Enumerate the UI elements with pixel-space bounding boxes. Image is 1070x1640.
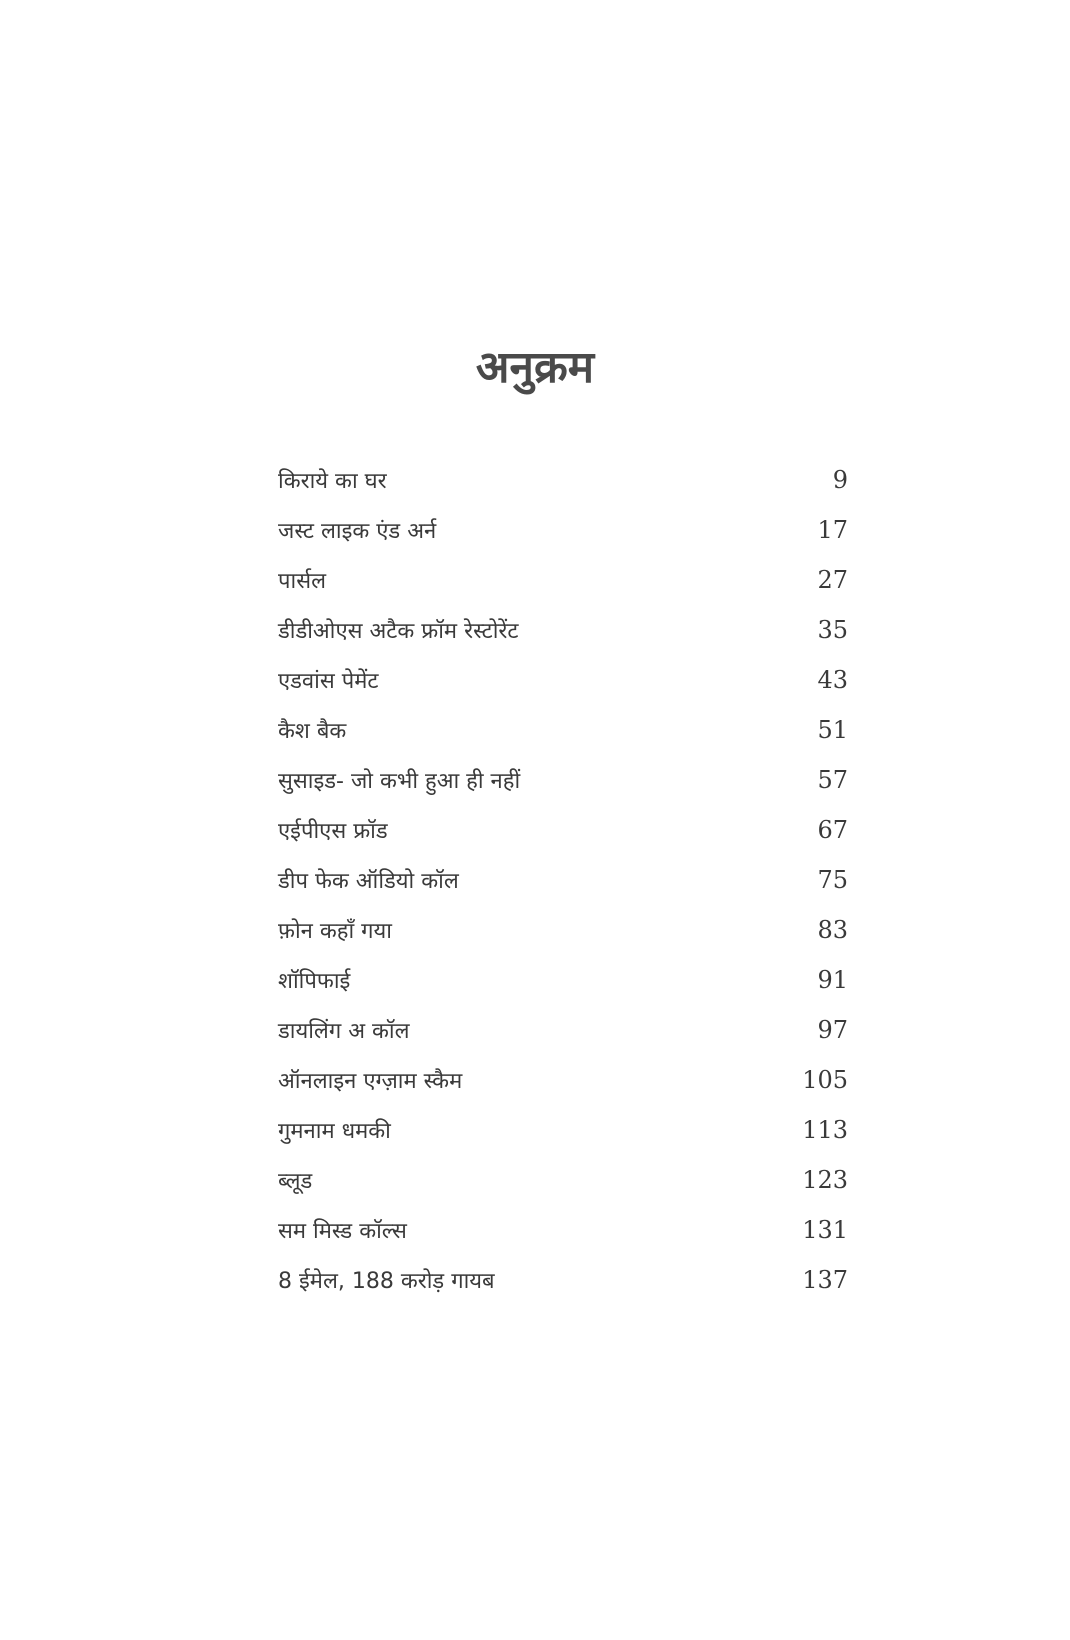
toc-entry-page: 43 (817, 666, 848, 694)
toc-entry-page: 83 (817, 916, 848, 944)
toc-entry-label: शॉपिफाई (278, 969, 351, 994)
toc-entry-page: 57 (817, 766, 848, 794)
toc-entry (278, 905, 848, 955)
toc-entry-label: पार्सल (278, 569, 326, 594)
toc-entry-page: 27 (817, 566, 848, 594)
toc-entry-page: 75 (817, 866, 848, 894)
toc-entry (278, 705, 848, 755)
toc-entry-label: डायलिंग अ कॉल (278, 1019, 410, 1044)
toc-entry-label: किराये का घर (278, 469, 387, 494)
toc-entry-page: 9 (832, 466, 848, 494)
toc-entry (278, 1055, 848, 1105)
toc-entry-label: एडवांस पेमेंट (278, 669, 379, 694)
toc-entry (278, 855, 848, 905)
toc-entry-page: 97 (817, 1016, 848, 1044)
toc-entry-label: डीडीओएस अटैक फ्रॉम रेस्टोरेंट (278, 619, 519, 644)
toc-entry-label: गुमनाम धमकी (278, 1119, 391, 1144)
toc-entry (278, 1005, 848, 1055)
toc-entry (278, 605, 848, 655)
toc-entry-label: 8 ईमेल, 188 करोड़ गायब (278, 1269, 495, 1294)
toc-entry-page: 91 (817, 966, 848, 994)
toc-entry-page: 123 (802, 1166, 848, 1194)
toc-entry-label: ब्लूड (278, 1169, 313, 1194)
toc-entry-page: 51 (817, 716, 848, 744)
toc-entry-label: डीप फेक ऑडियो कॉल (278, 869, 459, 894)
toc-entry-label: कैश बैक (278, 719, 347, 744)
toc-entry-label: सम मिस्ड कॉल्स (278, 1219, 407, 1244)
toc-entry-label: सुसाइड- जो कभी हुआ ही नहीं (278, 769, 521, 794)
toc-entry-label: फ़ोन कहाँ गया (278, 919, 392, 944)
toc-entry-label: जस्ट लाइक एंड अर्न (278, 519, 437, 544)
toc-entry (278, 1255, 848, 1305)
toc-entry-label: एईपीएस फ्रॉड (278, 819, 388, 844)
toc-entry (278, 755, 848, 805)
toc-entry (278, 805, 848, 855)
page-title: अनुक्रम (475, 342, 595, 393)
toc-entry (278, 1205, 848, 1255)
toc-entry-page: 35 (817, 616, 848, 644)
toc-entry-page: 131 (802, 1216, 848, 1244)
toc-entry-page: 113 (802, 1116, 848, 1144)
toc-entry-page: 67 (817, 816, 848, 844)
table-of-contents (278, 455, 848, 1305)
toc-entry (278, 505, 848, 555)
toc-entry (278, 955, 848, 1005)
toc-entry (278, 655, 848, 705)
toc-entry (278, 1105, 848, 1155)
toc-entry-page: 17 (817, 516, 848, 544)
toc-entry (278, 555, 848, 605)
toc-entry-page: 137 (802, 1266, 848, 1294)
toc-entry-label: ऑनलाइन एग्ज़ाम स्कैम (278, 1069, 463, 1094)
toc-entry (278, 455, 848, 505)
toc-entry-page: 105 (802, 1066, 848, 1094)
toc-entry (278, 1155, 848, 1205)
